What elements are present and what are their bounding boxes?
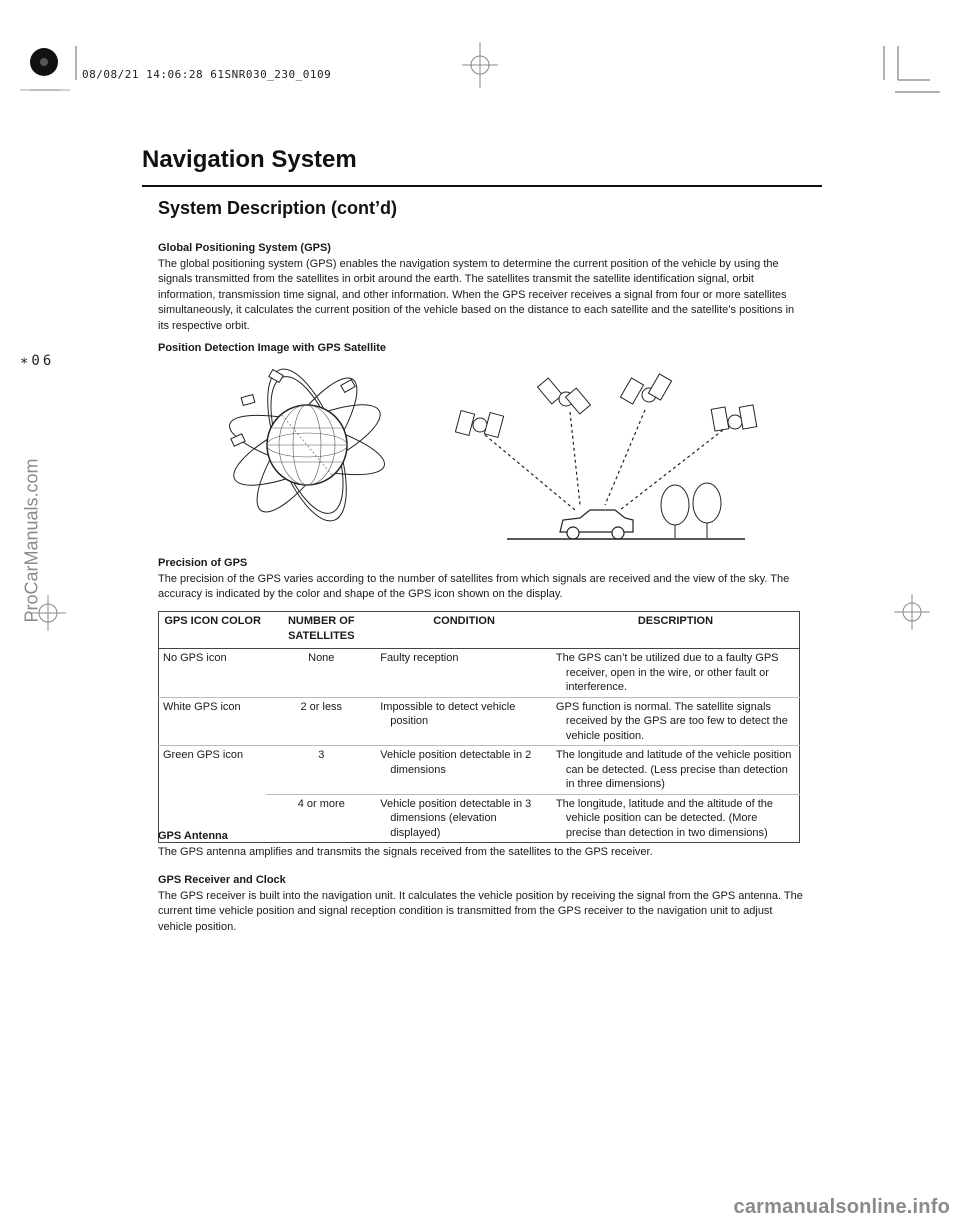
section-subtitle: System Description (cont’d) — [158, 198, 398, 218]
cell-description: GPS function is normal. The satellite signals received by the GPS are too few to detect the vehicle position. — [552, 697, 800, 746]
cell-satellites: 2 or less — [266, 697, 376, 746]
title-divider — [142, 185, 822, 187]
precision-section — [158, 556, 808, 603]
tree-icon — [661, 483, 721, 538]
table-row — [159, 746, 800, 795]
cell-description: The longitude, latitude and the altitude of the vehicle position can be detected. (More precise than detection in two dimensions) — [552, 794, 800, 843]
cell-icon-color: No GPS icon — [159, 649, 267, 698]
th-icon-color: GPS ICON COLOR — [159, 612, 267, 649]
section-code: ∗06 — [20, 353, 55, 369]
bottom-watermark: carmanualsonline.info — [733, 1196, 950, 1218]
receiver-heading: GPS Receiver and Clock — [158, 874, 286, 886]
print-stamp: 08/08/21 14:06:28 61SNR030_230_0109 — [82, 68, 332, 81]
cell-icon-color: Green GPS icon — [163, 749, 244, 761]
gps-section — [158, 241, 808, 334]
receiver-section — [158, 873, 808, 935]
table-row — [159, 697, 800, 746]
globe-orbit-illustration — [222, 360, 392, 530]
cell-condition: Impossible to detect vehicle position — [376, 697, 552, 746]
side-watermark: ProCarManuals.com — [21, 458, 42, 623]
gps-precision-table — [158, 611, 800, 843]
antenna-heading: GPS Antenna — [158, 830, 228, 842]
satellite-car-illustration — [455, 370, 760, 545]
th-satellites: NUMBER OF SATELLITES — [266, 612, 376, 649]
car-icon — [560, 510, 633, 539]
th-condition: CONDITION — [376, 612, 552, 649]
antenna-body: The GPS antenna amplifies and transmits the signals received from the satellites to the GPS receiver. — [158, 845, 653, 858]
gps-body: The global positioning system (GPS) enables the navigation system to determine the current position of the vehicle by using the signals transmitted from the satellites in orbit around the earth. The satellites transmit the satellite identification signal, orbit information, transmission time signal, and other information. When the GPS receiver receives a signal from four or more satellites simultaneously, it calculates the current position of the vehicle based on the distance to each satellite and the satellite’s positions in its respective orbit. — [158, 257, 795, 332]
receiver-body: The GPS receiver is built into the navigation unit. It calculates the vehicle position by receiving the signal from the GPS antenna. The current time vehicle position and signal reception condition is transmitted from the GPS receiver to the navigation unit to adjust vehicle position. — [158, 889, 803, 933]
figure-heading: Position Detection Image with GPS Satellite — [158, 342, 386, 354]
cell-description: The GPS can’t be utilized due to a faulty GPS receiver, open in the wire, or other fault or interference. — [552, 649, 800, 698]
cell-satellites: 3 — [266, 746, 376, 795]
table-header-row — [159, 612, 800, 649]
satellite-icon — [455, 374, 756, 437]
cell-description: The longitude and latitude of the vehicle position can be detected. (Less precise than detection in three dimensions) — [552, 746, 800, 795]
cell-condition: Faulty reception — [376, 649, 552, 698]
precision-heading: Precision of GPS — [158, 557, 248, 569]
cell-condition: Vehicle position detectable in 3 dimensions (elevation displayed) — [376, 794, 552, 843]
cell-satellites: None — [266, 649, 376, 698]
cell-icon-color: White GPS icon — [159, 697, 267, 746]
page-title: Navigation System — [142, 146, 357, 173]
table-row — [159, 649, 800, 698]
th-description: DESCRIPTION — [552, 612, 800, 649]
antenna-section — [158, 829, 808, 860]
cell-satellites: 4 or more — [266, 794, 376, 843]
gps-heading: Global Positioning System (GPS) — [158, 242, 331, 254]
cell-condition: Vehicle position detectable in 2 dimensions — [376, 746, 552, 795]
precision-body: The precision of the GPS varies according to the number of satellites from which signals are received and the view of the sky. The accuracy is indicated by the color and shape of the GPS icon shown on the display. — [158, 572, 790, 600]
